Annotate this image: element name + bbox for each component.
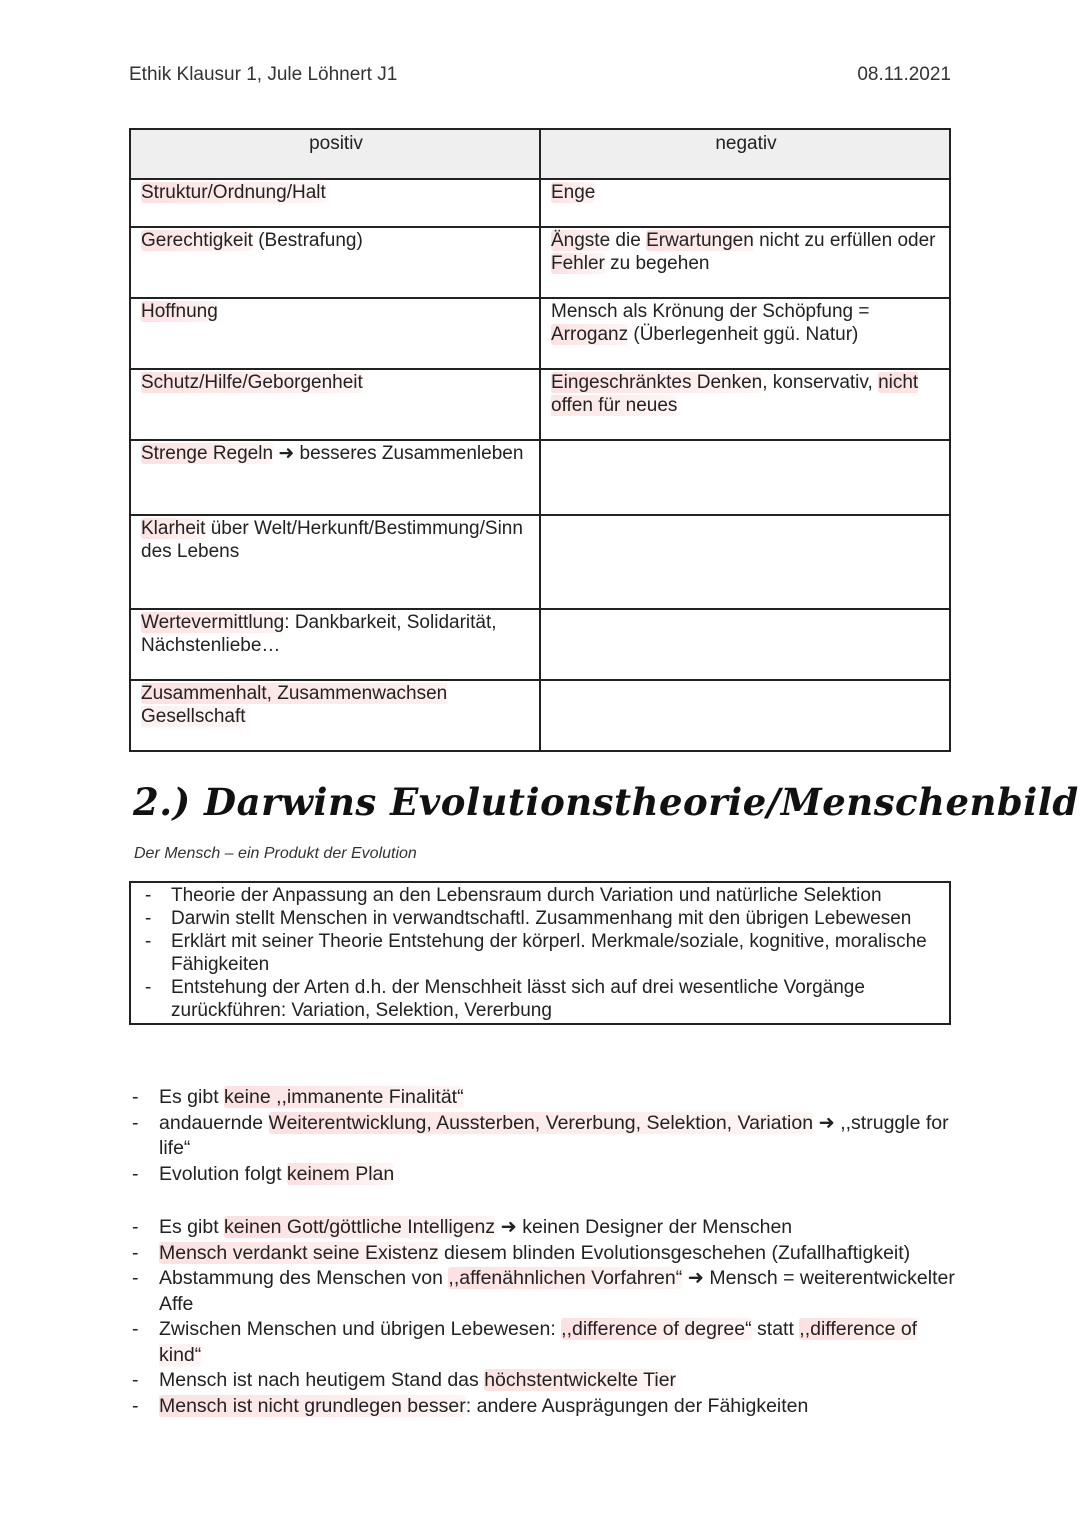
pros-cons-table	[129, 128, 951, 752]
text-segment: (Überlegenheit ggü. Natur)	[628, 324, 859, 345]
text-segment: ➜ ,,struggle for life“	[159, 1111, 949, 1159]
highlighted-text: keine ,,immanente Finalität“	[224, 1086, 464, 1108]
cell-negative	[540, 179, 950, 227]
table-row	[130, 515, 950, 609]
cell-positive	[130, 298, 540, 369]
table-body	[130, 179, 950, 751]
text-segment: diesem blinden Evolutionsgeschehen (Zufallhaftigkeit)	[438, 1241, 911, 1264]
highlighted-text: Strenge Regeln	[141, 443, 274, 464]
text-segment: : Dankbarkeit, Solidarität, Nächstenliebe…	[141, 612, 497, 656]
cell-negative	[540, 440, 950, 515]
text-segment: statt	[751, 1318, 800, 1340]
list-item	[130, 1394, 955, 1420]
column-header-positive: positiv	[130, 129, 540, 179]
text-segment: andauernde	[159, 1111, 269, 1134]
table-row	[130, 609, 950, 680]
list-item: - Erklärt mit seiner Theorie Entstehung der körperl. Merkmale/soziale, kognitive, moralische Fähigkeiten	[131, 930, 949, 976]
cell-positive	[130, 515, 540, 609]
cell-positive	[130, 440, 540, 515]
text-segment: Evolution folgt	[159, 1162, 287, 1185]
cell-negative	[540, 680, 950, 751]
summary-box	[129, 881, 951, 1025]
text-segment: , konservativ,	[762, 372, 879, 393]
text-segment: (Bestrafung)	[252, 230, 363, 251]
table-row	[130, 298, 950, 369]
text-segment: zu begehen	[604, 253, 710, 274]
table-header-row	[130, 129, 950, 179]
highlighted-text: Mensch ist nicht grundlegen besser	[159, 1394, 466, 1417]
cell-negative	[540, 298, 950, 369]
text-segment: Es gibt	[159, 1216, 225, 1238]
cell-positive	[130, 369, 540, 440]
highlighted-text: Hoffnung	[141, 301, 218, 322]
list-item	[130, 1215, 955, 1241]
highlighted-text: Zusammenhalt, Zusammenwachsen Gesellschaft	[141, 683, 448, 727]
list-item	[130, 1111, 955, 1162]
list-item	[130, 1317, 955, 1368]
list-item	[130, 1241, 955, 1267]
cell-negative	[540, 609, 950, 680]
highlighted-text: Weiterentwicklung, Aussterben, Vererbung, Selektion, Variation	[268, 1111, 814, 1134]
column-header-negative: negativ	[540, 129, 950, 179]
highlighted-text: Klarheit	[141, 518, 206, 539]
list-item: - Theorie der Anpassung an den Lebensraum durch Variation und natürliche Selektion	[131, 884, 949, 907]
highlighted-text: Fehler	[551, 253, 605, 274]
text-segment: Es gibt	[159, 1086, 225, 1108]
notes-list-2	[130, 1215, 955, 1419]
text-segment: über Welt/Herkunft/Bestimmung/Sinn des Lebens	[141, 518, 523, 562]
text-segment: ➜ keinen Designer der Menschen	[495, 1216, 793, 1238]
text-segment: Mensch ist nach heutigem Stand das	[159, 1369, 485, 1391]
document-header-date: 08.11.2021	[857, 64, 951, 85]
table-row	[130, 227, 950, 298]
text-segment: die	[610, 230, 647, 251]
cell-negative	[540, 369, 950, 440]
highlighted-text: Enge	[551, 182, 596, 203]
highlighted-text: Eingeschränktes Denken	[551, 372, 763, 393]
cell-negative	[540, 515, 950, 609]
list-item	[130, 1162, 955, 1188]
highlighted-text: Schutz/Hilfe/Geborgenheit	[141, 372, 363, 393]
section-title: 2.) Darwins Evolutionstheorie/Menschenbild	[133, 780, 1079, 824]
highlighted-text: Wertevermittlung	[141, 612, 285, 633]
highlighted-text: keinem Plan	[286, 1162, 395, 1185]
highlighted-text: Arroganz	[551, 324, 629, 345]
cell-negative	[540, 227, 950, 298]
table-row	[130, 680, 950, 751]
highlighted-text: ,,difference of degree“	[561, 1318, 752, 1340]
table-row	[130, 369, 950, 440]
cell-positive	[130, 680, 540, 751]
highlighted-text: keinen Gott/göttliche Intelligenz	[224, 1216, 496, 1238]
list-item	[130, 1368, 955, 1394]
highlighted-text: Mensch verdankt seine Existenz	[159, 1241, 439, 1264]
document-header-title: Ethik Klausur 1, Jule Löhnert J1	[129, 64, 398, 85]
list-item: - Darwin stellt Menschen in verwandtschaftl. Zusammenhang mit den übrigen Lebewesen	[131, 907, 949, 930]
cell-positive	[130, 179, 540, 227]
summary-list	[131, 884, 949, 1022]
highlighted-text: Struktur/Ordnung/Halt	[141, 182, 326, 203]
table-row	[130, 440, 950, 515]
text-segment: Mensch als Krönung der Schöpfung =	[551, 301, 870, 322]
highlighted-text: höchstentwickelte Tier	[484, 1369, 677, 1391]
list-item	[130, 1266, 955, 1317]
text-segment: : andere Ausprägungen der Fähigkeiten	[465, 1394, 809, 1417]
table-row	[130, 179, 950, 227]
list-item: - Entstehung der Arten d.h. der Menschheit lässt sich auf drei wesentliche Vorgänge zurückführen: Variation, Selektion, Vererbung	[131, 976, 949, 1022]
text-segment: Abstammung des Menschen von	[159, 1267, 449, 1289]
text-segment: Zwischen Menschen und übrigen Lebewesen:	[159, 1318, 562, 1340]
notes-list-1	[130, 1085, 955, 1187]
highlighted-text: ,,affenähnlichen Vorfahren“	[448, 1267, 683, 1289]
text-segment: ➜ besseres Zusammenleben	[273, 443, 524, 464]
section-subtitle: Der Mensch – ein Produkt der Evolution	[134, 845, 417, 862]
highlighted-text: ,,difference of kind“	[159, 1318, 918, 1366]
cell-positive	[130, 609, 540, 680]
highlighted-text: nicht offen für neues	[551, 372, 919, 416]
text-segment: nicht zu erfüllen oder	[753, 230, 936, 251]
highlighted-text: Gerechtigkeit	[141, 230, 253, 251]
list-item	[130, 1085, 955, 1111]
cell-positive	[130, 227, 540, 298]
highlighted-text: Ängste	[551, 230, 611, 251]
text-segment: ➜ Mensch = weiterentwickelter Affe	[159, 1267, 955, 1315]
highlighted-text: Erwartungen	[646, 230, 754, 251]
